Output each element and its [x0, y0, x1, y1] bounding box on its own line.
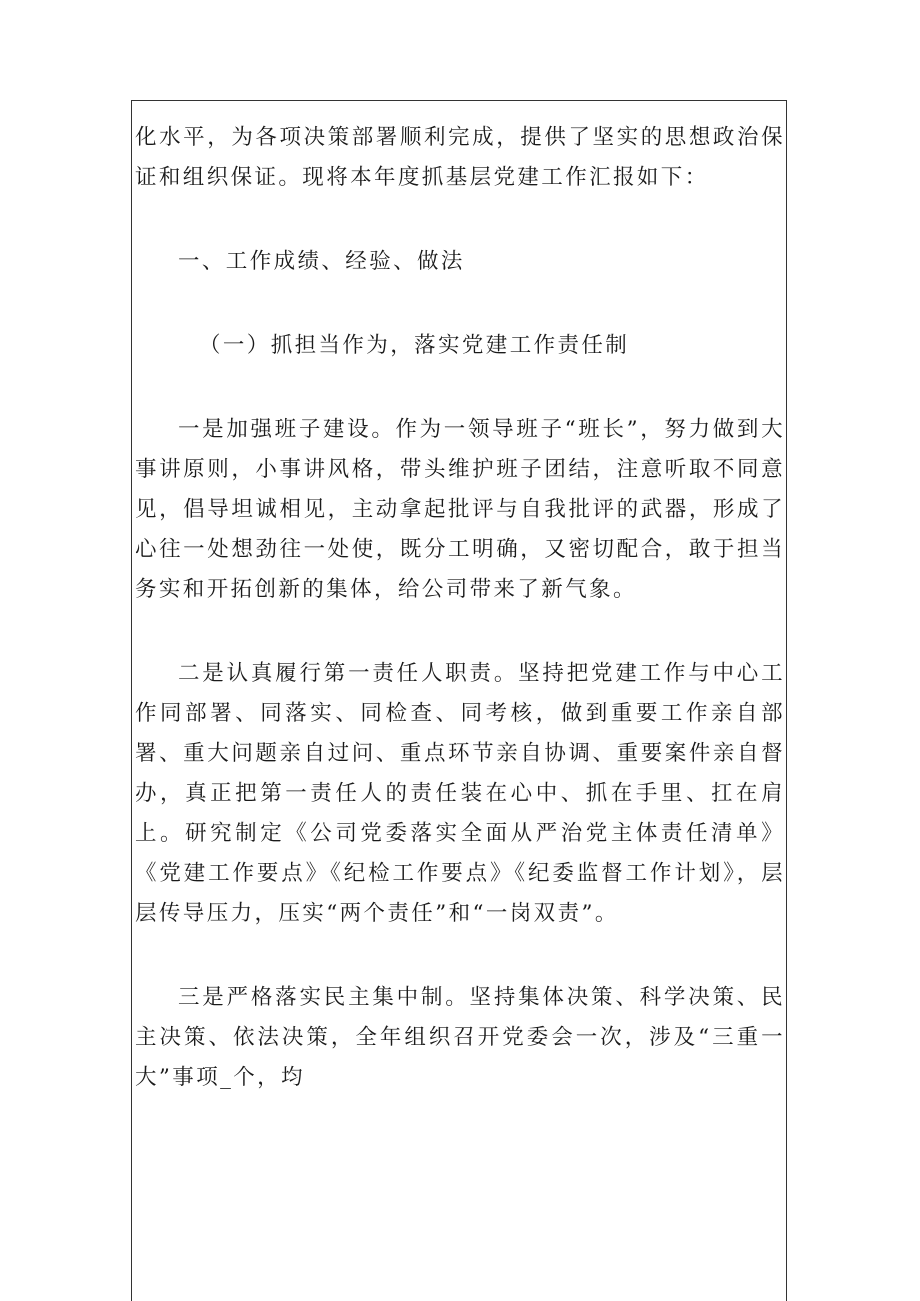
body-paragraph: 三是严格落实民主集中制。坚持集体决策、科学决策、民主决策、依法决策，全年组织召开党委会一次，涉及“三重一大”事项_个，均 — [135, 985, 785, 1090]
continuation-paragraph: 化水平，为各项决策部署顺利完成，提供了坚实的思想政治保证和组织保证。现将本年度抓基层党建工作汇报如下： — [135, 125, 785, 190]
body-paragraph: 二是认真履行第一责任人职责。坚持把党建工作与中心工作同部署、同落实、同检查、同考核，做到重要工作亲自部署、重大问题亲自过问、重点环节亲自协调、重要案件亲自督办，真正把第一责任人的责任装在心中、抓在手里、扛在肩上。研究制定《公司党委落实全面从严治党主体责任清单》《党建工作要点》《纪检工作要点》《纪委监督工作计划》，层层传导压力，压实“两个责任”和“一岗双责”。 — [135, 661, 785, 926]
document-body — [135, 118, 785, 1098]
body-paragraph: 一是加强班子建设。作为一领导班子“班长”，努力做到大事讲原则，小事讲风格，带头维护班子团结，注意听取不同意见，倡导坦诚相见，主动拿起批评与自我批评的武器，形成了心往一处想劲往一处使，既分工明确，又密切配合，敢于担当务实和开拓创新的集体，给公司带来了新气象。 — [135, 417, 785, 602]
section-heading: 一、工作成绩、经验、做法 — [178, 249, 465, 274]
subsection-heading: （一）抓担当作为，落实党建工作责任制 — [199, 333, 630, 358]
